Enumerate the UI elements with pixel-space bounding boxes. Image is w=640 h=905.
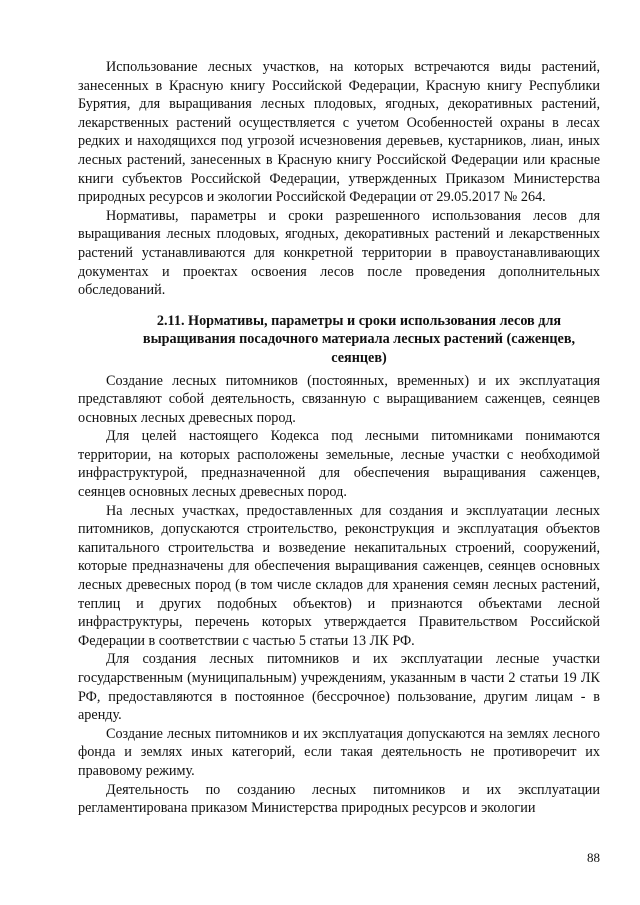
paragraph-land-provision: Для создания лесных питомников и их эксплуатации лесные участки государственным (муниципальным) учреждениям, указанным в части 2 статьи 19 ЛК РФ, предоставляются в постоянное (бессрочное) пользование, другим лицам - в аренду. bbox=[78, 651, 600, 724]
section-heading: 2.11. Нормативы, параметры и сроки использования лесов для выращивания посадочного материала лесных растений (саженцев, сеянцев) bbox=[142, 312, 576, 366]
paragraph-land-categories: Создание лесных питомников и их эксплуатация допускаются на землях лесного фонда и землях иных категорий, если такая деятельность не противоречит их правовому режиму. bbox=[78, 725, 600, 779]
page-number: 88 bbox=[587, 850, 600, 865]
paragraph-norms-cultivation: Нормативы, параметры и сроки разрешенного использования лесов для выращивания лесных плодовых, ягодных, декоративных растений и лекарственных растений устанавливаются для конкретной территории в правоустанавливающих документах и проектах освоения лесов после проведения дополнительных обследований. bbox=[78, 207, 600, 299]
paragraph-regulation: Деятельность по созданию лесных питомников и их эксплуатации регламентирована приказом Министерства природных ресурсов и экологии bbox=[78, 781, 600, 817]
paragraph-nursery-definition: Для целей настоящего Кодекса под лесными питомниками понимаются территории, на которых расположены земельные, лесные участки с необходимой инфраструктурой, предназначенной для обеспечения выращивания саженцев, сеянцев основных лесных древесных пород. bbox=[78, 428, 600, 501]
paragraph-red-book-usage: Использование лесных участков, на которых встречаются виды растений, занесенных в Красную книгу Российской Федерации, Красную книгу Республики Бурятия, для выращивания лесных плодовых, ягодных, декоративных растений, лекарственных растений осуществляется с учетом Особенностей охраны в лесах редких и находящихся под угрозой исчезновения деревьев, кустарников, лиан, иных лесных растений, занесенных в Красную книгу Российской Федерации или красные книги субъектов Российской Федерации, утвержденных Приказом Министерства природных ресурсов и экологии Российской Федерации от 29.05.2017 № 264. bbox=[78, 59, 600, 206]
paragraph-nursery-creation: Создание лесных питомников (постоянных, временных) и их эксплуатация представляют собой деятельность, связанную с выращиванием саженцев, сеянцев основных лесных древесных пород. bbox=[78, 372, 600, 426]
document-page bbox=[78, 58, 600, 818]
paragraph-nursery-infrastructure: На лесных участках, предоставленных для создания и эксплуатации лесных питомников, допускаются строительство, реконструкция и эксплуатация объектов капитального строительства и возведение некапитальных строений, сооружений, которые предназначены для обеспечения выращивания саженцев, сеянцев основных лесных древесных пород (в том числе складов для хранения семян лесных растений, теплиц и других подобных объектов) и признаются объектами лесной инфраструктуры, перечень которых утверждается Правительством Российской Федерации в соответствии с частью 5 статьи 13 ЛК РФ. bbox=[78, 502, 600, 649]
